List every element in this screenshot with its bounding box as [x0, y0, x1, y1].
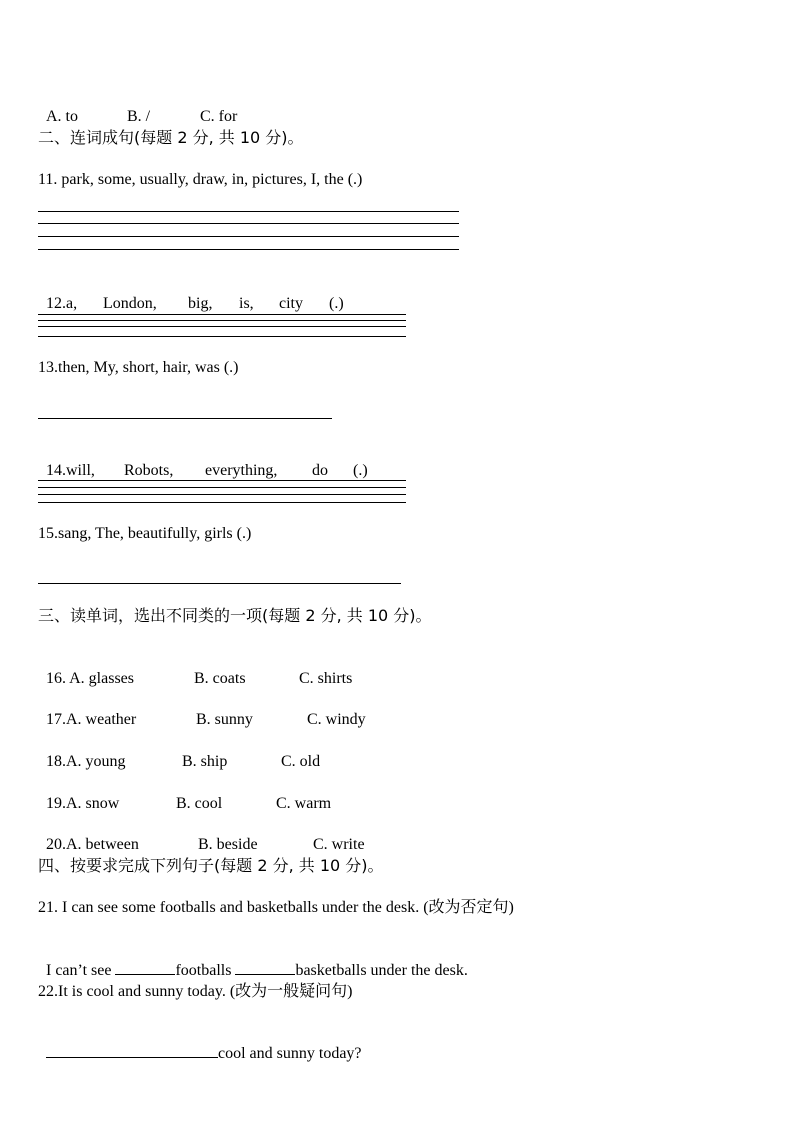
q14-number: 14.will,: [46, 462, 95, 479]
q12-word: city: [279, 295, 303, 312]
q19-option-a: 19.A. snow: [46, 795, 120, 812]
q14-answer-line-2[interactable]: [38, 487, 406, 488]
q10-options: [38, 87, 237, 127]
q15-words: 15.sang, The, beautifully, girls (.): [38, 525, 252, 542]
q21-answer: [38, 940, 468, 981]
q18-option-a: 18.A. young: [46, 753, 126, 770]
q12-answer-line-1[interactable]: [38, 314, 406, 315]
q11-answer-line-1[interactable]: [38, 211, 459, 212]
q12-number: 12.a,: [46, 295, 78, 312]
q14-word: Robots,: [124, 462, 174, 479]
q14-word: (.): [353, 462, 368, 479]
q14-words: [38, 441, 368, 481]
q16-option-b: B. coats: [194, 670, 246, 687]
q16-option-c: C. shirts: [299, 670, 353, 687]
q14-answer-line-3[interactable]: [38, 494, 406, 495]
q22-prompt: 22.It is cool and sunny today. (改为一般疑问句): [38, 983, 353, 1000]
q14-word: everything,: [205, 462, 278, 479]
q15-answer-line[interactable]: [38, 583, 401, 584]
q21-answer-part-2: footballs: [175, 962, 236, 979]
q12-word: big,: [188, 295, 213, 312]
q12-answer-line-3[interactable]: [38, 326, 406, 327]
q20-row: [38, 815, 365, 855]
q17-row: [38, 690, 366, 730]
section3-title: 三、读单词，选出不同类的一项(每题 2 分, 共 10 分)。: [38, 606, 432, 625]
q20-option-c: C. write: [313, 836, 365, 853]
q22-answer-text: cool and sunny today?: [218, 1045, 362, 1062]
q16-row: [38, 649, 352, 689]
q18-row: [38, 732, 320, 772]
q13-answer-line[interactable]: [38, 418, 332, 419]
q10-option-c: C. for: [200, 108, 238, 125]
q12-word: (.): [329, 295, 344, 312]
q18-option-b: B. ship: [182, 753, 228, 770]
q11-words: 11. park, some, usually, draw, in, pictures, I, the (.): [38, 171, 363, 188]
q20-option-b: B. beside: [198, 836, 258, 853]
q12-word: is,: [239, 295, 254, 312]
q17-option-a: 17.A. weather: [46, 711, 137, 728]
section2-title: 二、连词成句(每题 2 分, 共 10 分)。: [38, 128, 304, 147]
q16-option-a: 16. A. glasses: [46, 670, 134, 687]
q19-row: [38, 774, 331, 814]
q12-answer-line-4[interactable]: [38, 336, 406, 337]
q18-option-c: C. old: [281, 753, 321, 770]
q11-answer-line-4[interactable]: [38, 249, 459, 250]
q19-option-c: C. warm: [276, 795, 332, 812]
q11-answer-line-3[interactable]: [38, 236, 459, 237]
q21-prompt: 21. I can see some footballs and basketballs under the desk. (改为否定句): [38, 899, 514, 916]
q12-word: London,: [103, 295, 157, 312]
q17-option-c: C. windy: [307, 711, 366, 728]
q14-answer-line-4[interactable]: [38, 502, 406, 503]
q21-answer-part-1: I can’t see: [46, 962, 116, 979]
q10-option-b: B. /: [127, 108, 151, 125]
q20-option-a: 20.A. between: [46, 836, 139, 853]
q21-answer-part-3: basketballs under the desk.: [295, 962, 468, 979]
q21-blank-1[interactable]: [115, 960, 175, 975]
q22-answer: [38, 1023, 362, 1064]
q14-word: do: [312, 462, 328, 479]
q17-option-b: B. sunny: [196, 711, 253, 728]
q19-option-b: B. cool: [176, 795, 223, 812]
q12-words: [38, 274, 344, 314]
q21-blank-2[interactable]: [235, 960, 295, 975]
q13-words: 13.then, My, short, hair, was (.): [38, 359, 239, 376]
q22-blank[interactable]: [46, 1043, 218, 1058]
section4-title: 四、按要求完成下列句子(每题 2 分, 共 10 分)。: [38, 856, 384, 875]
q12-answer-line-2[interactable]: [38, 320, 406, 321]
q14-answer-line-1[interactable]: [38, 480, 406, 481]
q11-answer-line-2[interactable]: [38, 223, 459, 224]
q10-option-a: A. to: [46, 108, 78, 125]
